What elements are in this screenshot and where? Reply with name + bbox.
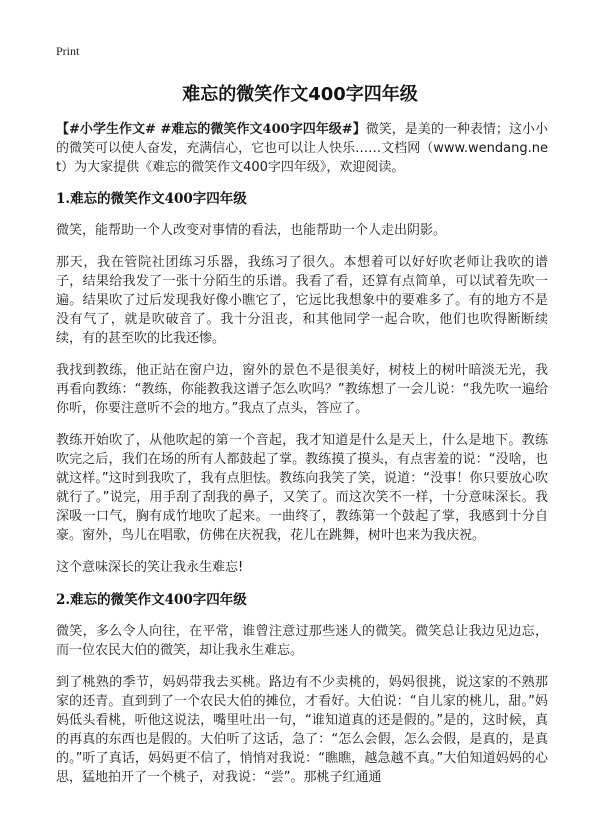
section-1-paragraph-3: 我找到教练，他正站在窗户边，窗外的景色不是很美好，树枝上的树叶暗淡无光，我再看向教练：“教练，你能教我这谱子怎么吹吗？”教练想了一会儿说：“我先吹一遍给你听，你要注意听不会的地方。”我点了点头，答应了。 bbox=[56, 363, 548, 416]
intro-text: 微笑，是美的一种表情；这小小的微笑可以使人奋发，充满信心，它也可以让人快乐……文档网（www.wendang.net）为大家提供《难忘的微笑作文400字四年级》，欢迎阅读。 bbox=[56, 122, 548, 175]
section-1-paragraph-1: 微笑，能帮助一个人改变对事情的看法，也能帮助一个人走出阴影。 bbox=[56, 223, 447, 238]
page-title: 难忘的微笑作文400字四年级 bbox=[182, 84, 418, 105]
intro-paragraph bbox=[56, 120, 548, 177]
intro-tag: 【#小学生作文# #难忘的微笑作文400字四年级#】 bbox=[56, 122, 366, 137]
section-heading-2: 2.难忘的微笑作文400字四年级 bbox=[56, 592, 247, 608]
section-1-paragraph-2: 那天，我在管院社团练习乐器，我练习了很久。本想着可以好好吹老师让我吹的谱子，结果给我发了一张十分陌生的乐谱。我看了看，还算有点简单，可以试着先吹一遍。结果吹了过后发现我好像小瞧它了，它远比我想象中的要难多了。有的地方不是没有气了，就是吹破音了。我十分沮丧，和其他同学一起合吹，他们也吹得断断续续，有的甚至吹的比我还惨。 bbox=[56, 255, 548, 346]
section-heading-1: 1.难忘的微笑作文400字四年级 bbox=[56, 191, 247, 207]
print-label[interactable]: Print bbox=[56, 44, 80, 58]
section-2-paragraph-1: 微笑，多么令人向往，在平常，谁曾注意过那些迷人的微笑。微笑总让我边见边忘，而一位农民大伯的微笑，却让我永生难忘。 bbox=[56, 624, 548, 658]
article-body bbox=[56, 120, 548, 800]
section-1-paragraph-4: 教练开始吹了，从他吹起的第一个音起，我才知道是什么是天上，什么是地下。教练吹完之后，我们在场的所有人都鼓起了掌。教练摸了摸头，有点害羞的说：“没啥，也就这样。”这时到我吹了，我有点胆怯。教练向我笑了笑，说道：“没事！你只要放心吹就行了。”说完，用手刮了刮我的鼻子，又笑了。而这次笑不一样，十分意味深长。我深吸一口气，胸有成竹地吹了起来。一曲终了，教练第一个鼓起了掌，我感到十分自豪。窗外，鸟儿在唱歌，仿佛在庆祝我，花儿在跳舞，树叶也来为我庆祝。 bbox=[56, 433, 548, 543]
section-2-paragraph-2: 到了桃熟的季节，妈妈带我去买桃。路边有不少卖桃的，妈妈很挑，说这家的不熟那家的还青。直到到了一个农民大伯的摊位，才看好。大伯说：“自儿家的桃儿，甜。”妈妈低头看桃，听他这说法，嘴里吐出一句，“谁知道真的还是假的。”是的，这时候，真的再真的东西也是假的。大伯听了这话，急了：“怎么会假，怎么会假，是真的，是真的。”听了真话，妈妈更不信了，悄悄对我说：“瞧瞧，越急越不真。”大伯知道妈妈的心思，猛地拍开了一个桃子，对我说：“尝”。那桃子红通通 bbox=[56, 675, 548, 785]
section-1-paragraph-5: 这个意味深长的笑让我永生难忘! bbox=[56, 560, 244, 575]
